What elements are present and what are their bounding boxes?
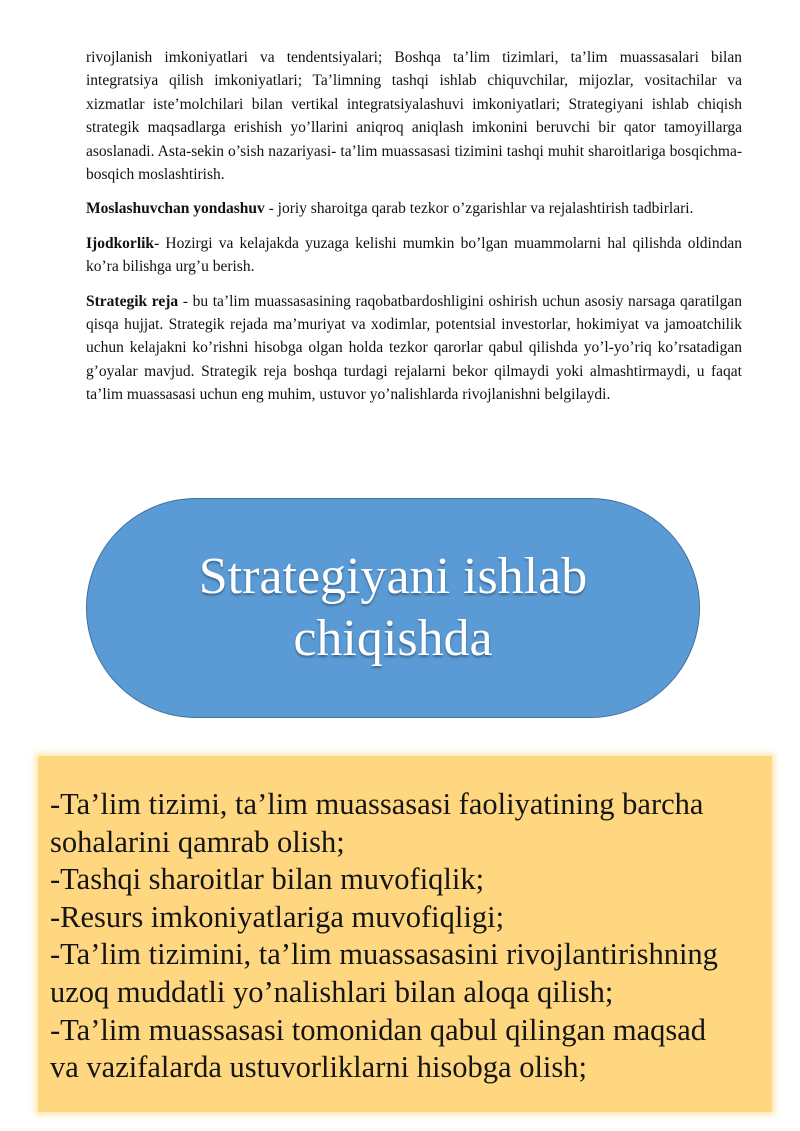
body-text (86, 46, 742, 418)
principle-line: -Ta’lim muassasasi tomonidan qabul qilingan maqsad (50, 1012, 707, 1047)
principle-line: -Resurs imkoniyatlariga muvofiqligi; (50, 899, 505, 934)
term-adaptive-approach: Moslashuvchan yondashuv (86, 200, 265, 218)
principle-line: va vazifalarda ustuvorliklarni hisobga olish; (50, 1050, 587, 1085)
term-strategic-plan: Strategik reja (86, 292, 179, 310)
principles-box (38, 756, 772, 1112)
principle-line: -Ta’lim tizimini, ta’lim muassasasini rivojlantirishning (50, 937, 718, 972)
paragraph-adaptive-approach (86, 197, 742, 220)
strategy-heading-text: Strategiyani ishlab chiqishda (198, 548, 588, 667)
definition-strategic-plan: - bu ta’lim muassasasining raqobatbardoshligini oshirish uchun asosiy narsaga qaratilgan qisqa hujjat. Strategik rejada ma’muriyat va xodimlar, potentsial investorlar, hokimiyat va jamoatchilik uchun kelajakni ko’rishni hisobga olgan holda tezkor qarorlar qabul qilishda yo’l-yo’riq ko’rsatadigan g’oyalar mavjud. Strategik reja boshqa turdagi rejalarni bekor qilmaydi yoki almashtirmaydi, u faqat ta’lim muassasasi uchun eng muhim, ustuvor yo’nalishlarda rivojlanishni belgilaydi. (86, 292, 742, 404)
principle-line: sohalarini qamrab olish; (50, 824, 345, 859)
term-creativity: Ijodkorlik (86, 234, 155, 252)
paragraph-strategic-plan (86, 290, 742, 407)
principle-line: uzoq muddatli yo’nalishlari bilan aloqa qilish; (50, 974, 614, 1009)
paragraph-intro: rivojlanish imkoniyatlari va tendentsiyalari; Boshqa ta’lim tizimlari, ta’lim muassasalari bilan integratsiya qilish imkoniyatlari; Ta’limning tashqi ishlab chiquvchilar, mijozlar, vositachilar va xizmatlar iste’molchilari bilan vertikal integratsiyalashuvi imkoniyatlari; Strategiyani ishlab chiqish strategik maqsadlarga erishish yo’llarini aniqroq aniqlash imkonini beruvchi bir qator tamoyillarga asoslanadi. Asta-sekin o’sish nazariyasi- ta’lim muassasasi tizimini tashqi muhit sharoitlariga bosqichma-bosqich moslashtirish. (86, 49, 742, 184)
principle-line: -Ta’lim tizimi, ta’lim muassasasi faoliyatining barcha (50, 787, 704, 821)
definition-adaptive-approach: - joriy sharoitga qarab tezkor o’zgarishlar va rejalashtirish tadbirlari. (264, 200, 694, 218)
paragraph-creativity (86, 232, 742, 279)
definition-creativity: - Hozirgi va kelajakda yuzaga kelishi mumkin bo’lgan muammolarni hal qilishda oldindan ko’ra bilishga urg’u berish. (86, 234, 742, 276)
principle-line: -Tashqi sharoitlar bilan muvofiqlik; (50, 862, 485, 897)
strategy-heading-shape (86, 498, 700, 718)
